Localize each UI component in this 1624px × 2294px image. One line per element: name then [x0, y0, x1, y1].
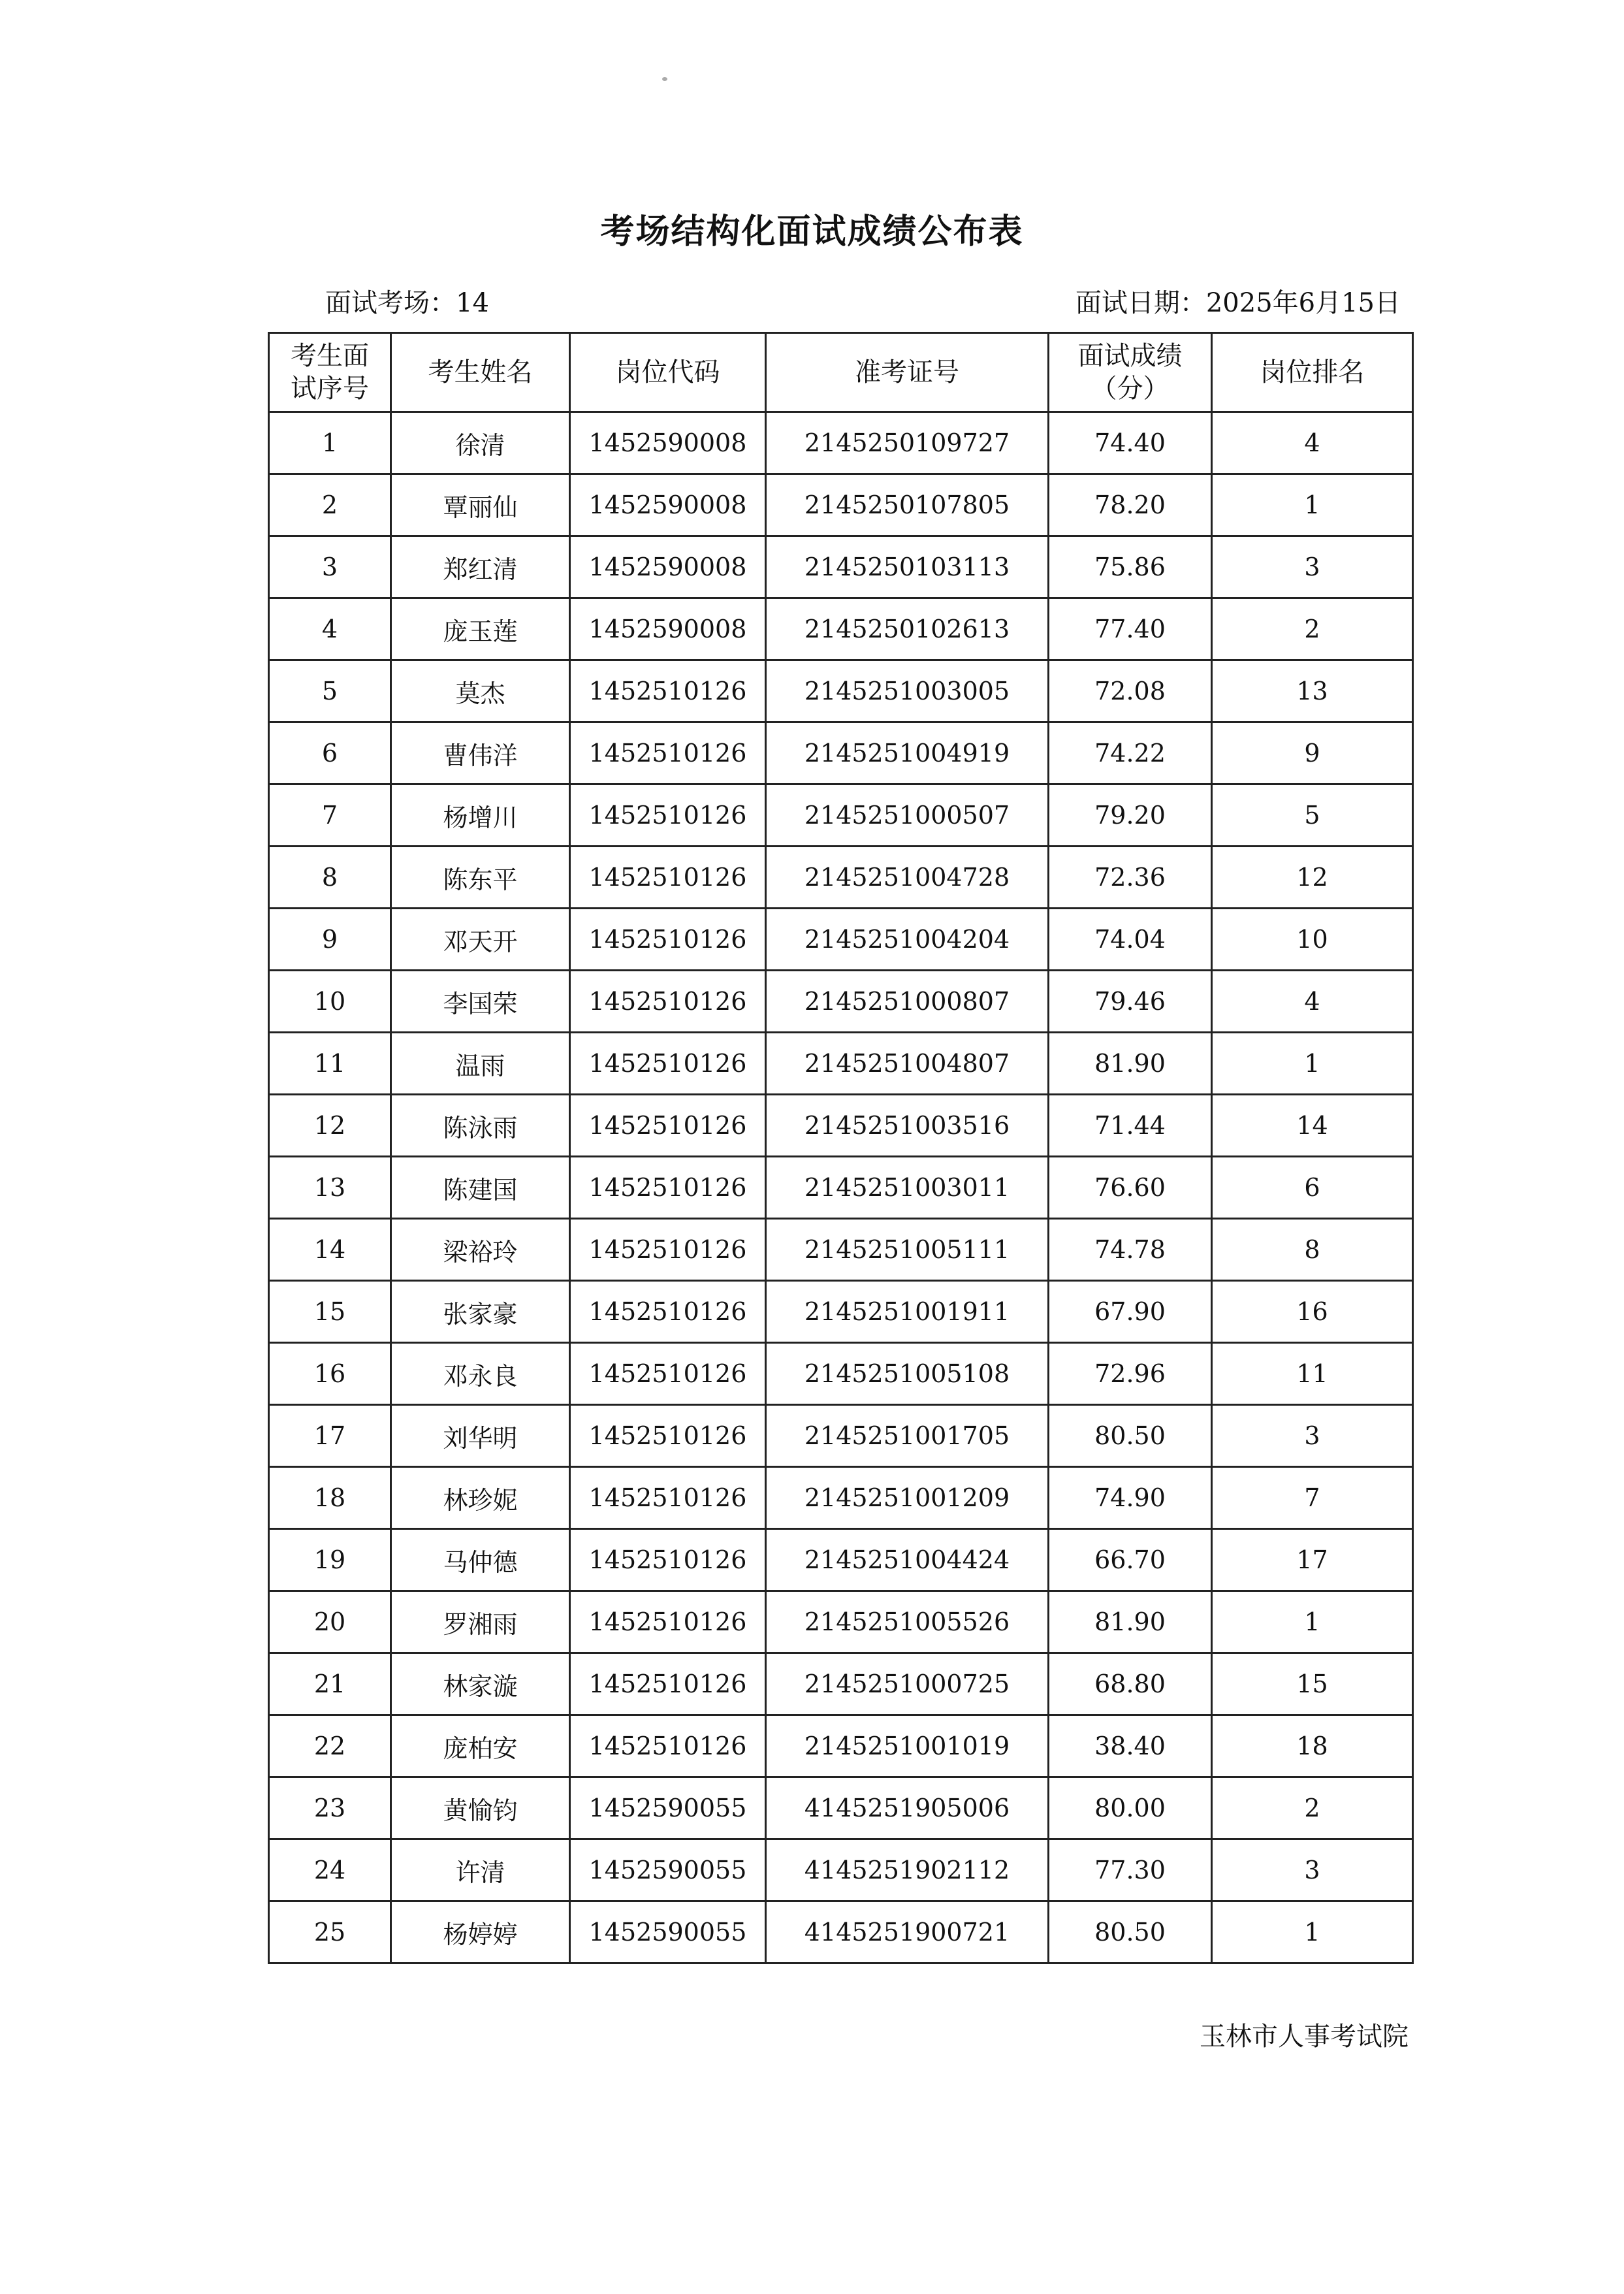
cell-seq: 3	[269, 536, 391, 598]
cell-seq: 11	[269, 1033, 391, 1095]
cell-seq: 15	[269, 1281, 391, 1343]
cell-seq: 7	[269, 784, 391, 847]
cell-seq: 9	[269, 909, 391, 971]
cell-name: 张家豪	[391, 1281, 570, 1343]
table-row	[269, 1281, 1413, 1343]
cell-post-code: 1452590008	[570, 412, 766, 474]
cell-score: 74.04	[1049, 909, 1212, 971]
table-row	[269, 909, 1413, 971]
cell-ticket: 2145251000507	[766, 784, 1049, 847]
cell-seq: 17	[269, 1405, 391, 1467]
cell-rank: 8	[1212, 1219, 1413, 1281]
cell-rank: 2	[1212, 598, 1413, 660]
cell-score: 81.90	[1049, 1591, 1212, 1653]
cell-score: 74.90	[1049, 1467, 1212, 1529]
venue-label: 面试考场：14	[325, 288, 489, 318]
cell-seq: 13	[269, 1157, 391, 1219]
cell-rank: 6	[1212, 1157, 1413, 1219]
table-row	[269, 971, 1413, 1033]
cell-ticket: 4145251900721	[766, 1901, 1049, 1963]
table-row	[269, 1405, 1413, 1467]
cell-ticket: 2145251001209	[766, 1467, 1049, 1529]
cell-name: 马仲德	[391, 1529, 570, 1591]
cell-score: 81.90	[1049, 1033, 1212, 1095]
cell-rank: 5	[1212, 784, 1413, 847]
cell-score: 72.08	[1049, 660, 1212, 722]
cell-post-code: 1452510126	[570, 1033, 766, 1095]
cell-name: 杨增川	[391, 784, 570, 847]
table-row	[269, 1901, 1413, 1963]
cell-rank: 3	[1212, 1839, 1413, 1901]
cell-ticket: 2145251003005	[766, 660, 1049, 722]
cell-ticket: 4145251902112	[766, 1839, 1049, 1901]
cell-post-code: 1452510126	[570, 1281, 766, 1343]
cell-name: 林家漩	[391, 1653, 570, 1715]
cell-name: 黄愉钧	[391, 1777, 570, 1839]
cell-score: 72.96	[1049, 1343, 1212, 1405]
cell-ticket: 2145251001705	[766, 1405, 1049, 1467]
cell-seq: 23	[269, 1777, 391, 1839]
cell-rank: 15	[1212, 1653, 1413, 1715]
cell-seq: 16	[269, 1343, 391, 1405]
table-row	[269, 1157, 1413, 1219]
cell-post-code: 1452590055	[570, 1901, 766, 1963]
table-header-row	[269, 333, 1413, 412]
cell-name: 邓永良	[391, 1343, 570, 1405]
cell-name: 许清	[391, 1839, 570, 1901]
cell-rank: 16	[1212, 1281, 1413, 1343]
cell-post-code: 1452590008	[570, 598, 766, 660]
cell-post-code: 1452510126	[570, 1467, 766, 1529]
table-row	[269, 1591, 1413, 1653]
cell-ticket: 2145251004807	[766, 1033, 1049, 1095]
table-row	[269, 784, 1413, 847]
cell-score: 76.60	[1049, 1157, 1212, 1219]
cell-seq: 5	[269, 660, 391, 722]
cell-score: 72.36	[1049, 847, 1212, 909]
table-row	[269, 1529, 1413, 1591]
cell-rank: 14	[1212, 1095, 1413, 1157]
cell-name: 陈泳雨	[391, 1095, 570, 1157]
table-row	[269, 1839, 1413, 1901]
cell-post-code: 1452510126	[570, 660, 766, 722]
cell-seq: 22	[269, 1715, 391, 1777]
cell-rank: 3	[1212, 536, 1413, 598]
cell-name: 杨婷婷	[391, 1901, 570, 1963]
cell-post-code: 1452510126	[570, 1405, 766, 1467]
cell-rank: 4	[1212, 412, 1413, 474]
cell-score: 74.78	[1049, 1219, 1212, 1281]
cell-seq: 1	[269, 412, 391, 474]
cell-name: 陈东平	[391, 847, 570, 909]
cell-rank: 17	[1212, 1529, 1413, 1591]
cell-name: 莫杰	[391, 660, 570, 722]
cell-rank: 2	[1212, 1777, 1413, 1839]
cell-seq: 21	[269, 1653, 391, 1715]
cell-name: 温雨	[391, 1033, 570, 1095]
cell-ticket: 2145251001911	[766, 1281, 1049, 1343]
cell-ticket: 2145251005108	[766, 1343, 1049, 1405]
scan-speck	[662, 77, 667, 81]
table-row	[269, 847, 1413, 909]
cell-rank: 7	[1212, 1467, 1413, 1529]
table-row	[269, 1095, 1413, 1157]
page-title: 考场结构化面试成绩公布表	[600, 212, 1024, 251]
table-row	[269, 598, 1413, 660]
cell-ticket: 2145251004204	[766, 909, 1049, 971]
table-row	[269, 1343, 1413, 1405]
cell-rank: 1	[1212, 1901, 1413, 1963]
cell-seq: 4	[269, 598, 391, 660]
cell-rank: 9	[1212, 722, 1413, 784]
cell-rank: 1	[1212, 1591, 1413, 1653]
issuer-footer: 玉林市人事考试院	[1200, 2022, 1409, 2052]
cell-rank: 13	[1212, 660, 1413, 722]
table-row	[269, 1777, 1413, 1839]
cell-name: 邓天开	[391, 909, 570, 971]
cell-score: 77.40	[1049, 598, 1212, 660]
cell-ticket: 2145250109727	[766, 412, 1049, 474]
cell-name: 庞玉莲	[391, 598, 570, 660]
cell-rank: 1	[1212, 474, 1413, 536]
score-table	[268, 332, 1414, 1964]
cell-score: 68.80	[1049, 1653, 1212, 1715]
header-seq: 考生面试序号	[269, 333, 391, 412]
cell-ticket: 2145250107805	[766, 474, 1049, 536]
cell-ticket: 2145251000807	[766, 971, 1049, 1033]
cell-ticket: 2145251004424	[766, 1529, 1049, 1591]
cell-score: 78.20	[1049, 474, 1212, 536]
table-row	[269, 1653, 1413, 1715]
cell-name: 罗湘雨	[391, 1591, 570, 1653]
cell-post-code: 1452510126	[570, 909, 766, 971]
cell-name: 覃丽仙	[391, 474, 570, 536]
cell-score: 80.50	[1049, 1901, 1212, 1963]
table-row	[269, 660, 1413, 722]
cell-name: 李国荣	[391, 971, 570, 1033]
cell-seq: 10	[269, 971, 391, 1033]
cell-post-code: 1452510126	[570, 1157, 766, 1219]
cell-ticket: 2145251003011	[766, 1157, 1049, 1219]
header-rank: 岗位排名	[1212, 333, 1413, 412]
cell-seq: 8	[269, 847, 391, 909]
table-row	[269, 1467, 1413, 1529]
cell-score: 66.70	[1049, 1529, 1212, 1591]
cell-rank: 12	[1212, 847, 1413, 909]
cell-seq: 12	[269, 1095, 391, 1157]
cell-score: 74.22	[1049, 722, 1212, 784]
cell-name: 刘华明	[391, 1405, 570, 1467]
cell-post-code: 1452510126	[570, 1343, 766, 1405]
cell-rank: 11	[1212, 1343, 1413, 1405]
cell-post-code: 1452510126	[570, 1715, 766, 1777]
cell-ticket: 2145251001019	[766, 1715, 1049, 1777]
cell-score: 71.44	[1049, 1095, 1212, 1157]
cell-score: 74.40	[1049, 412, 1212, 474]
cell-ticket: 2145251005111	[766, 1219, 1049, 1281]
cell-post-code: 1452510126	[570, 1529, 766, 1591]
cell-seq: 6	[269, 722, 391, 784]
cell-ticket: 4145251905006	[766, 1777, 1049, 1839]
cell-seq: 2	[269, 474, 391, 536]
cell-post-code: 1452510126	[570, 1219, 766, 1281]
cell-post-code: 1452590008	[570, 474, 766, 536]
cell-score: 80.50	[1049, 1405, 1212, 1467]
cell-score: 67.90	[1049, 1281, 1212, 1343]
cell-seq: 24	[269, 1839, 391, 1901]
cell-post-code: 1452510126	[570, 722, 766, 784]
table-row	[269, 474, 1413, 536]
table-row	[269, 536, 1413, 598]
cell-post-code: 1452510126	[570, 784, 766, 847]
cell-post-code: 1452510126	[570, 847, 766, 909]
cell-seq: 14	[269, 1219, 391, 1281]
cell-post-code: 1452510126	[570, 971, 766, 1033]
cell-seq: 20	[269, 1591, 391, 1653]
header-ticket: 准考证号	[766, 333, 1049, 412]
header-name: 考生姓名	[391, 333, 570, 412]
cell-score: 79.46	[1049, 971, 1212, 1033]
cell-post-code: 1452590055	[570, 1777, 766, 1839]
cell-seq: 25	[269, 1901, 391, 1963]
cell-score: 79.20	[1049, 784, 1212, 847]
cell-name: 梁裕玲	[391, 1219, 570, 1281]
table-row	[269, 412, 1413, 474]
table-row	[269, 1219, 1413, 1281]
table-row	[269, 1715, 1413, 1777]
table-row	[269, 722, 1413, 784]
cell-post-code: 1452510126	[570, 1095, 766, 1157]
cell-rank: 4	[1212, 971, 1413, 1033]
cell-name: 庞柏安	[391, 1715, 570, 1777]
cell-seq: 19	[269, 1529, 391, 1591]
cell-name: 林珍妮	[391, 1467, 570, 1529]
cell-name: 陈建国	[391, 1157, 570, 1219]
cell-post-code: 1452590055	[570, 1839, 766, 1901]
cell-post-code: 1452510126	[570, 1653, 766, 1715]
cell-score: 80.00	[1049, 1777, 1212, 1839]
cell-ticket: 2145251003516	[766, 1095, 1049, 1157]
cell-rank: 1	[1212, 1033, 1413, 1095]
cell-ticket: 2145251004728	[766, 847, 1049, 909]
cell-ticket: 2145250102613	[766, 598, 1049, 660]
cell-rank: 3	[1212, 1405, 1413, 1467]
cell-ticket: 2145250103113	[766, 536, 1049, 598]
cell-score: 38.40	[1049, 1715, 1212, 1777]
header-post-code: 岗位代码	[570, 333, 766, 412]
table-row	[269, 1033, 1413, 1095]
cell-seq: 18	[269, 1467, 391, 1529]
cell-ticket: 2145251004919	[766, 722, 1049, 784]
date-label: 面试日期：2025年6月15日	[1075, 288, 1401, 318]
cell-name: 徐清	[391, 412, 570, 474]
cell-name: 郑红清	[391, 536, 570, 598]
cell-rank: 10	[1212, 909, 1413, 971]
header-score: 面试成绩（分）	[1049, 333, 1212, 412]
cell-rank: 18	[1212, 1715, 1413, 1777]
cell-ticket: 2145251000725	[766, 1653, 1049, 1715]
cell-post-code: 1452510126	[570, 1591, 766, 1653]
cell-score: 75.86	[1049, 536, 1212, 598]
cell-post-code: 1452590008	[570, 536, 766, 598]
cell-ticket: 2145251005526	[766, 1591, 1049, 1653]
cell-name: 曹伟洋	[391, 722, 570, 784]
cell-score: 77.30	[1049, 1839, 1212, 1901]
